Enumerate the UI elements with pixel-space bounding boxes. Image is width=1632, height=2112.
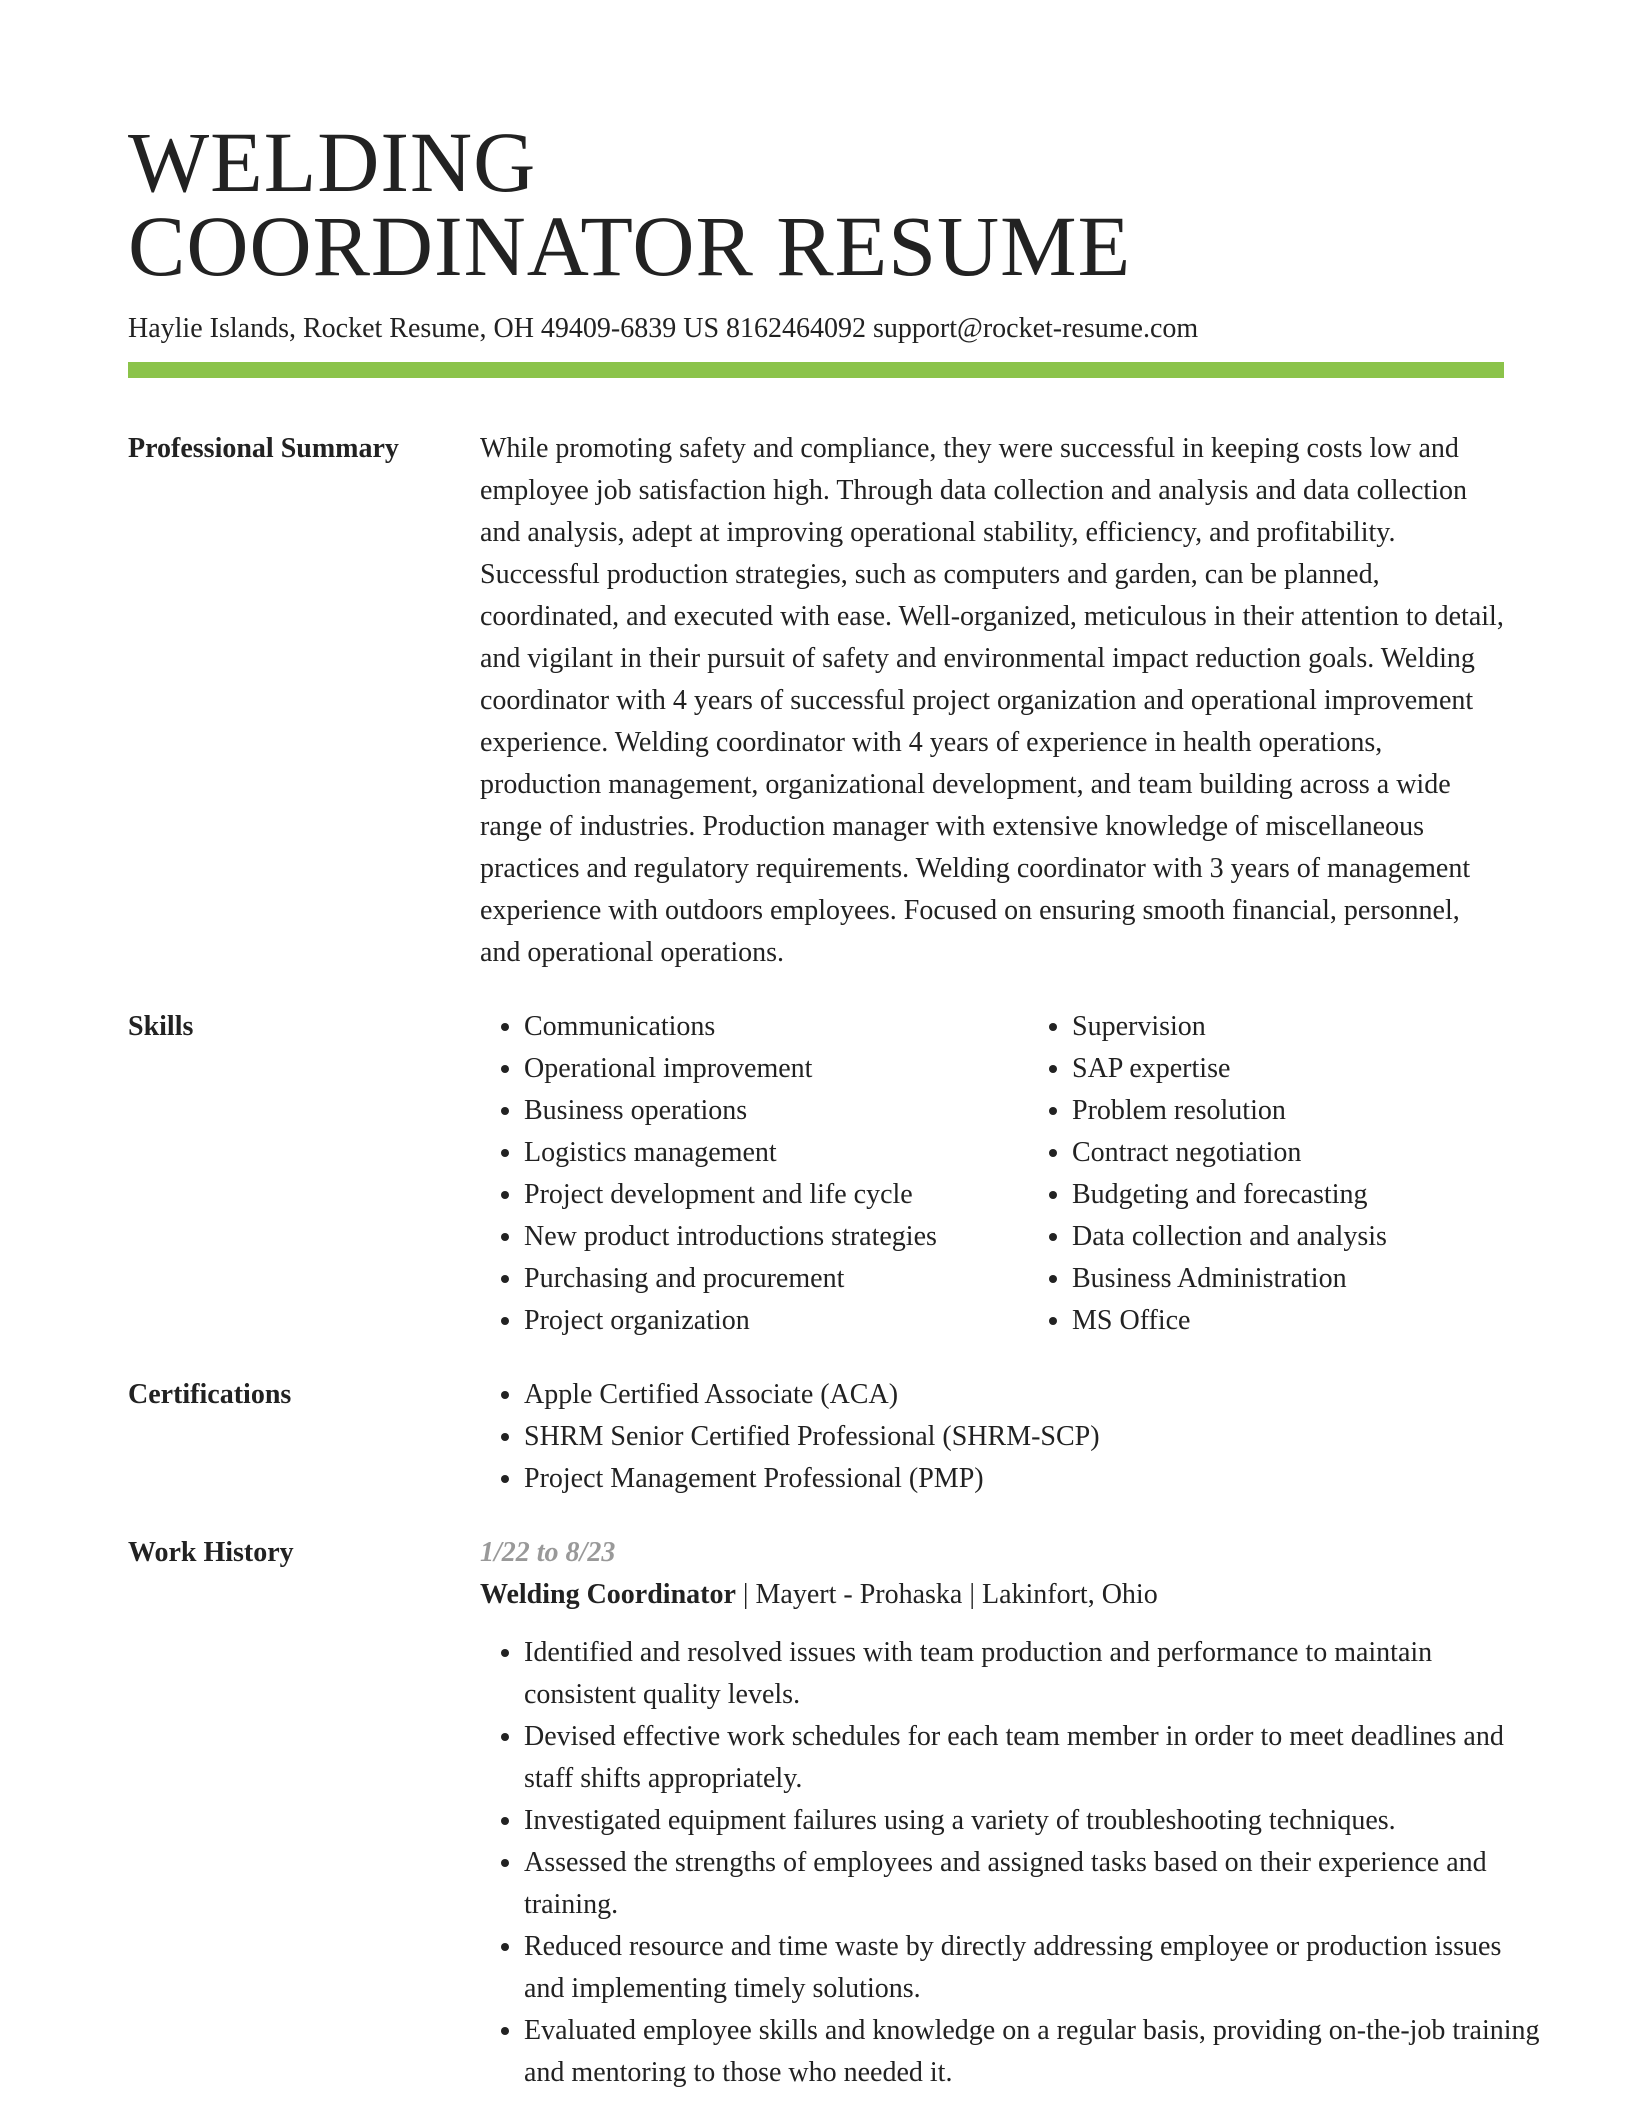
skill-item: • Logistics management (524, 1132, 1028, 1174)
job-bullet: • Investigated equipment failures using a variety of troubleshooting techniques. (524, 1800, 1544, 1842)
work-history-label: Work History (128, 1537, 294, 1568)
skill-item: • New product introductions strategies (524, 1216, 1028, 1258)
skill-item: • Supervision (1072, 1006, 1572, 1048)
title-line-2: COORDINATOR RESUME (128, 198, 1132, 294)
accent-divider (128, 362, 1504, 378)
certifications-section (128, 1374, 1504, 1500)
skill-item: • MS Office (1072, 1300, 1572, 1342)
skill-item: • SAP expertise (1072, 1048, 1572, 1090)
skill-item: • Purchasing and procurement (524, 1258, 1028, 1300)
skill-item: • Data collection and analysis (1072, 1216, 1572, 1258)
skills-columns (480, 1006, 1572, 1342)
skills-column-1 (480, 1006, 1028, 1342)
title-line-1: WELDING (128, 114, 537, 210)
job-bullet: • Devised effective work schedules for each team member in order to meet deadlines and staff shifts appropriately. (524, 1716, 1544, 1800)
certification-item: • Apple Certified Associate (ACA) (524, 1374, 1504, 1416)
skills-section (128, 1006, 1504, 1342)
skill-item: • Project development and life cycle (524, 1174, 1028, 1216)
certifications-body (480, 1374, 1504, 1500)
certification-item: • Project Management Professional (PMP) (524, 1458, 1504, 1500)
skill-item: • Problem resolution (1072, 1090, 1572, 1132)
skills-label: Skills (128, 1011, 194, 1042)
job-bullet: • Reduced resource and time waste by directly addressing employee or production issues and implementing timely solutions. (524, 1926, 1544, 2010)
skills-column-2 (1028, 1006, 1572, 1342)
summary-section (128, 428, 1504, 974)
skill-item: • Business operations (524, 1090, 1028, 1132)
job-company-location: | Mayert - Prohaska | Lakinfort, Ohio (735, 1579, 1158, 1610)
job-heading (480, 1574, 1544, 1616)
skill-item: • Business Administration (1072, 1258, 1572, 1300)
skills-body (480, 1006, 1572, 1342)
summary-text: While promoting safety and compliance, they were successful in keeping costs low and employee job satisfaction high. Through data collection and analysis and data collection and analysis, adept at improving operational stability, efficiency, and profitability. Successful production strategies, such as computers and garden, can be planned, coordinated, and executed with ease. Well-organized, meticulous in their attention to detail, and vigilant in their pursuit of safety and environmental impact reduction goals. Welding coordinator with 4 years of successful project organization and operational improvement experience. Welding coordinator with 4 years of experience in health operations, production management, organizational development, and team building across a wide range of industries. Production manager with extensive knowledge of miscellaneous practices and regulatory requirements. Welding coordinator with 3 years of management experience with outdoors employees. Focused on ensuring smooth financial, personnel, and operational operations. (480, 433, 1504, 968)
skill-item: • Budgeting and forecasting (1072, 1174, 1572, 1216)
skill-item: • Operational improvement (524, 1048, 1028, 1090)
work-history-body (480, 1532, 1544, 2094)
job-title: Welding Coordinator (480, 1579, 736, 1610)
skill-item: • Project organization (524, 1300, 1028, 1342)
summary-body (480, 428, 1505, 974)
certifications-label: Certifications (128, 1379, 292, 1410)
summary-label: Professional Summary (128, 433, 399, 464)
skill-item: • Communications (524, 1006, 1028, 1048)
resume-page (128, 114, 1540, 2094)
resume-title (128, 114, 1428, 294)
job-bullet: • Evaluated employee skills and knowledge on a regular basis, providing on-the-job training and mentoring to those who needed it. (524, 2010, 1544, 2094)
job-bullet: • Assessed the strengths of employees and assigned tasks based on their experience and training. (524, 1842, 1544, 1926)
contact-info: Haylie Islands, Rocket Resume, OH 49409-6839 US 8162464092 support@rocket-resume.com (128, 313, 1199, 344)
skill-item: • Contract negotiation (1072, 1132, 1572, 1174)
certifications-list (480, 1374, 1504, 1500)
job-bullet: • Identified and resolved issues with team production and performance to maintain consistent quality levels. (524, 1632, 1544, 1716)
certification-item: • SHRM Senior Certified Professional (SHRM-SCP) (524, 1416, 1504, 1458)
work-history-section (128, 1532, 1540, 2094)
job-dates: 1/22 to 8/23 (480, 1537, 616, 1568)
job-bullets (480, 1632, 1544, 2094)
